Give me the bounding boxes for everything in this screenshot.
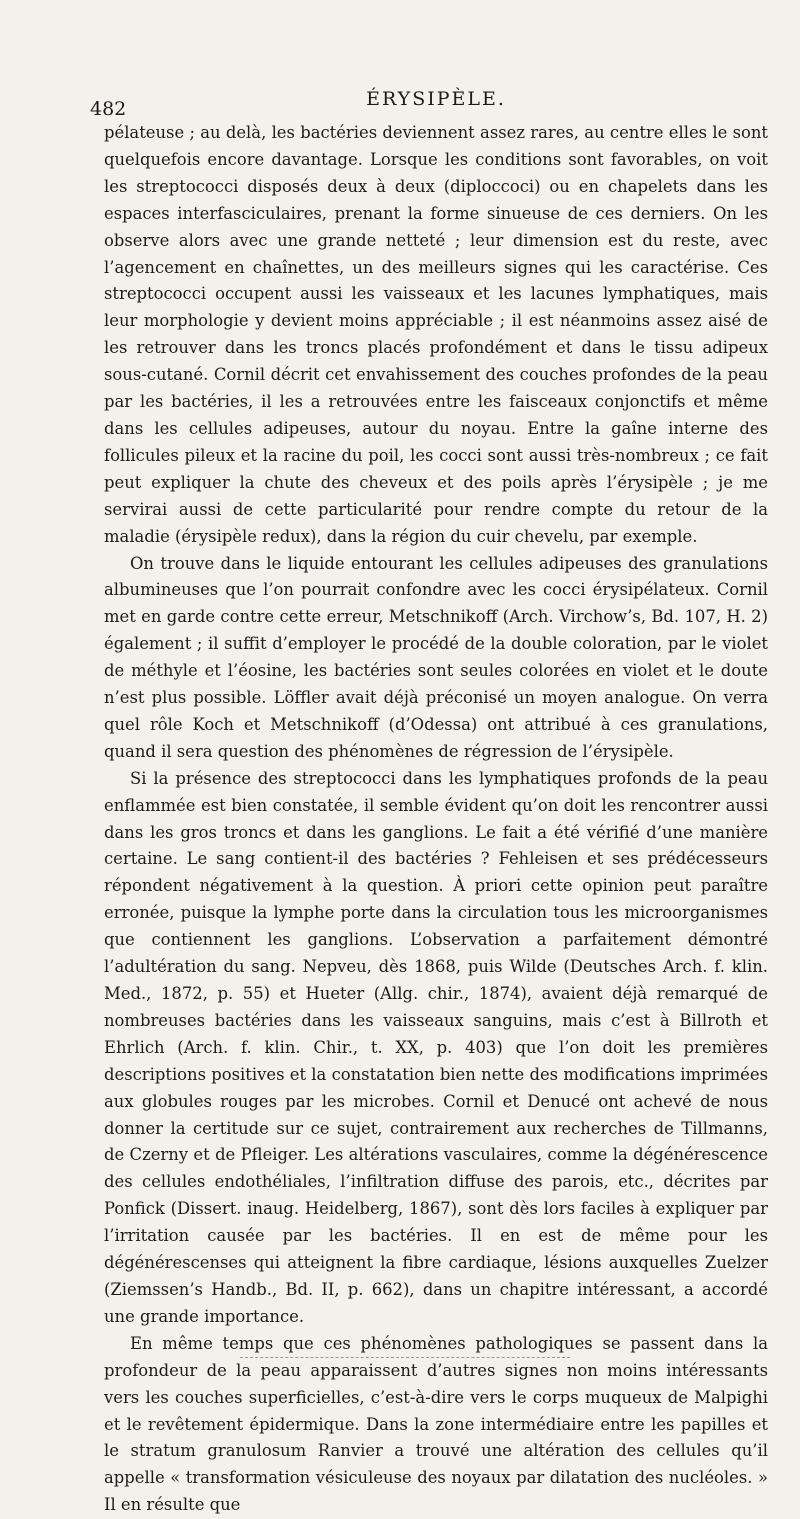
body-text bbox=[104, 120, 768, 1519]
page-header bbox=[90, 88, 768, 120]
paragraph-granulations: On trouve dans le liquide entourant les cellules adipeuses des granulations albumineuses que l’on pourrait confondre avec les cocci érysipélateux. Cornil met en garde contre cette erreur, Metschnikoff (Arch. Virchow’s, Bd. 107, H. 2) également ; il suffit d’employer le procédé de la double coloration, par le violet de méthyle et l’éosine, les bactéries sont seules colorées en violet et le doute n’est plus possible. Löffler avait déjà préconisé un moyen analogue. On verra quel rôle Koch et Metschnikoff (d’Odessa) ont attribué à ces granulations, quand il sera question des phénomènes de régression de l’érysipèle. bbox=[104, 553, 768, 761]
footer-rule bbox=[240, 1357, 570, 1358]
page-number: 482 bbox=[90, 98, 127, 120]
paragraph-blood: Si la présence des streptococci dans les lymphatiques profonds de la peau enflammée est bien constatée, il semble évident qu’on doit les rencontrer aussi dans les gros troncs et dans les ganglions. Le fait a été vérifié d’une manière certaine. Le sang contient-il des bactéries ? Fehleisen et ses prédécesseurs répondent négativement à la question. À priori cette opinion peut paraître erronée, puisque la lymphe porte dans la circulation tous les microorganismes que contiennent les ganglions. L’observation a parfaitement démontré l’adultération du sang. Nepveu, dès 1868, puis Wilde (Deutsches Arch. f. klin. Med., 1872, p. 55) et Hueter (Allg. chir., 1874), avaient déjà remarqué de nombreuses bactéries dans les vaisseaux sanguins, mais c’est à Billroth et Ehrlich (Arch. f. klin. Chir., t. XX, p. 403) que l’on doit les premières descriptions positives et la constatation bien nette des modifications imprimées aux globules rouges par les microbes. Cornil et Denucé ont achevé de nous donner la certitude sur ce sujet, contrairement aux recherches de Tillmanns, de Czerny et de Pfleiger. Les altérations vasculaires, comme la dégénérescence des cellules endothéliales, l’infiltration diffuse des parois, etc., décrites par Ponfick (Dissert. inaug. Heidelberg, 1867), sont dès lors faciles à expliquer par l’irritation causée par les bactéries. Il en est de même pour les dégénérescenses qui atteignent la fibre cardiaque, lésions auxquelles Zuelzer (Ziemssen’s Handb., Bd. II, p. 662), dans un chapitre intéressant, a accordé une grande importance. bbox=[104, 768, 768, 1326]
paragraph-epidermis: En même temps que ces phénomènes pathologiques se passent dans la profondeur de la peau apparaissent d’autres signes non moins intéressants vers les couches superficielles, c’est-à-dire vers le corps muqueux de Malpighi et le revêtement épidermique. Dans la zone intermédiaire entre les papilles et le stratum granulosum Ranvier a trouvé une altération des cellules qu’il appelle « transformation vésiculeuse des noyaux par dilatation des nucléoles. » Il en résulte que bbox=[104, 1333, 768, 1515]
running-title: ÉRYSIPÈLE. bbox=[366, 88, 506, 110]
paragraph-continuation: pélateuse ; au delà, les bactéries deviennent assez rares, au centre elles le sont quelquefois encore davantage. Lorsque les conditions sont favorables, on voit les streptococci disposés deux à deux (diploccoci) ou en chapelets dans les espaces interfasciculaires, prenant la forme sinueuse de ces derniers. On les observe alors avec une grande netteté ; leur dimension est du reste, avec l’agencement en chaînettes, un des meilleurs signes qui les caractérise. Ces streptococci occupent aussi les vaisseaux et les lacunes lymphatiques, mais leur morphologie y devient moins appréciable ; il est néanmoins assez aisé de les retrouver dans les troncs placés profondément et dans le tissu adipeux sous-cutané. Cornil décrit cet envahissement des couches profondes de la peau par les bactéries, il les a retrouvées entre les faisceaux conjonctifs et même dans les cellules adipeuses, autour du noyau. Entre la gaîne interne des follicules pileux et la racine du poil, les cocci sont aussi très-nombreux ; ce fait peut expliquer la chute des cheveux et des poils après l’érysipèle ; je me servirai aussi de cette particularité pour rendre compte du retour de la maladie (érysipèle redux), dans la région du cuir chevelu, par exemple. bbox=[104, 123, 768, 546]
